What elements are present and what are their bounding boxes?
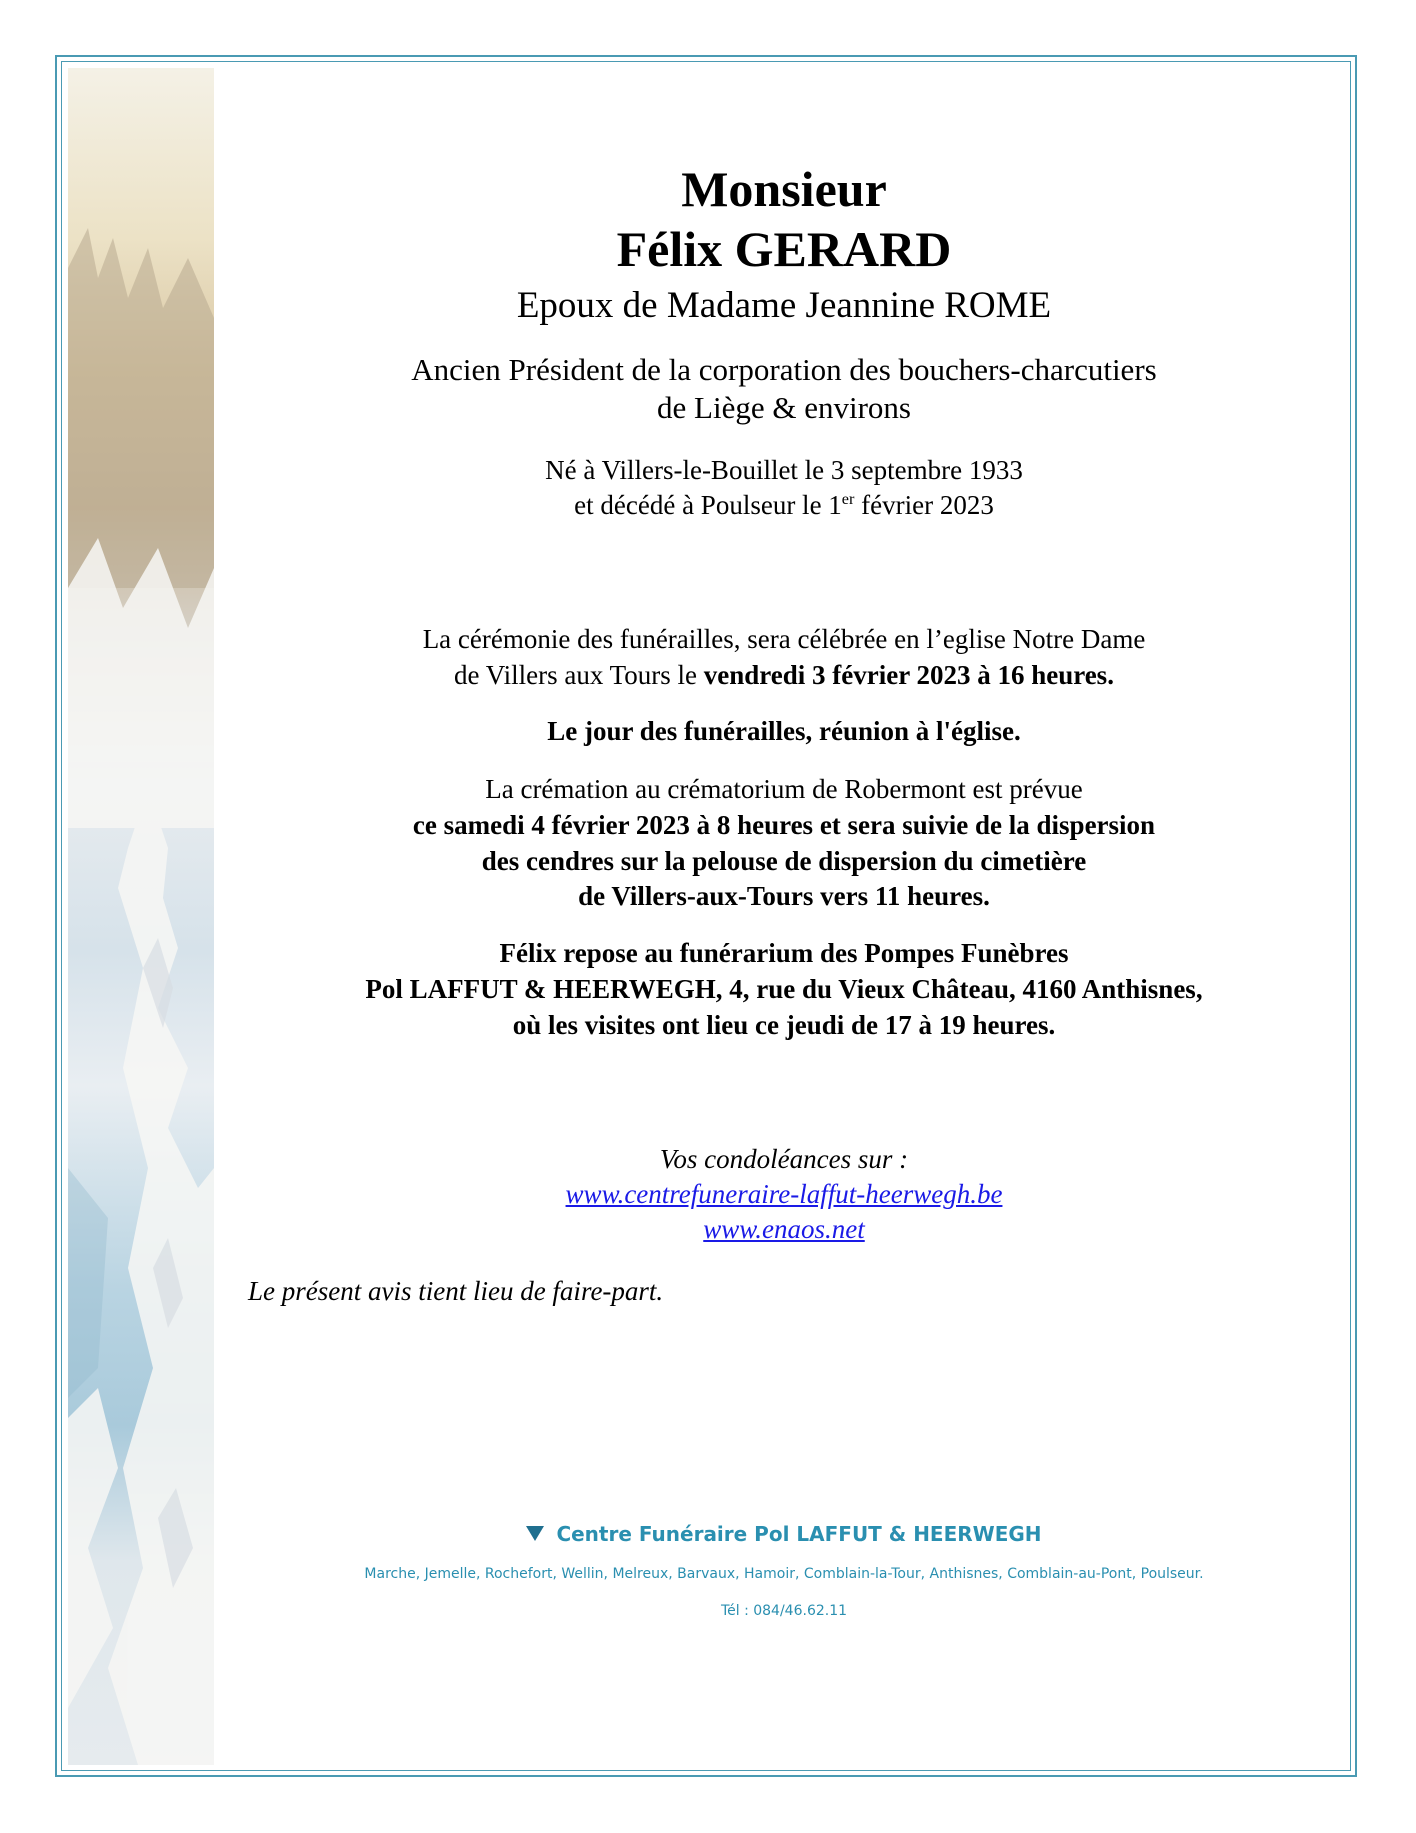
cremation-line-1: La crémation au crématorium de Robermont est prévue (485, 774, 1083, 804)
ceremony-place: de Villers aux Tours le (454, 660, 704, 690)
death-line (214, 490, 1354, 521)
birth-line: Né à Villers-le-Bouillet le 3 septembre 1933 (545, 455, 1023, 485)
snowy-forest-image (68, 68, 214, 1765)
condolences-link-1-row (214, 1179, 1354, 1210)
meeting-line: Le jour des funérailles, réunion à l'église. (547, 716, 1021, 746)
cremation-line-3: des cendres sur la pelouse de dispersion du cimetière (481, 846, 1087, 876)
death-superscript: er (841, 490, 855, 508)
ceremony-line-2 (214, 660, 1354, 691)
condolences-label: Vos condoléances sur : (659, 1144, 909, 1174)
condolences-link-2-row (214, 1214, 1354, 1245)
obituary-content (214, 68, 1354, 1765)
footer-locations: Marche, Jemelle, Rochefort, Wellin, Melreux, Barvaux, Hamoir, Comblain-la-Tour, Anthisnes, Comblain-au-Pont, Poulseur. (364, 1566, 1204, 1582)
death-suffix: février 2023 (854, 490, 994, 520)
role-line-2: de Liège & environs (657, 390, 911, 425)
rest-line-2: Pol LAFFUT & HEERWEGH, 4, rue du Vieux Château, 4160 Anthisnes, (365, 974, 1203, 1004)
condolences-link-1[interactable]: www.centrefuneraire-laffut-heerwegh.be (565, 1179, 1003, 1209)
rest-line-3: où les visites ont lieu ce jeudi de 17 à 19 heures. (512, 1010, 1056, 1040)
spouse-line: Epoux de Madame Jeannine ROME (516, 285, 1052, 326)
role-line-1: Ancien Président de la corporation des bouchers-charcutiers (411, 352, 1157, 387)
ceremony-datetime: vendredi 3 février 2023 à 16 heures. (703, 660, 1114, 690)
notice-note: Le présent avis tient lieu de faire-part. (248, 1276, 664, 1306)
deceased-name: Félix GERARD (616, 221, 952, 277)
footer-phone: Tél : 084/46.62.11 (720, 1603, 848, 1619)
cremation-line-2: ce samedi 4 février 2023 à 8 heures et sera suivie de la dispersion (412, 810, 1156, 840)
title-honorific: Monsieur (681, 161, 887, 217)
snowy-trees-illustration (68, 68, 214, 1765)
ceremony-line-1: La cérémonie des funérailles, sera célébrée en l’eglise Notre Dame (422, 624, 1146, 654)
condolences-link-2[interactable]: www.enaos.net (703, 1214, 865, 1244)
cremation-line-4: de Villers-aux-Tours vers 11 heures. (578, 881, 990, 911)
footer-company (214, 1522, 1354, 1546)
footer-company-name: Centre Funéraire Pol LAFFUT & HEERWEGH (556, 1522, 1042, 1546)
death-prefix: et décédé à Poulseur le 1 (574, 490, 842, 520)
rest-line-1: Félix repose au funérarium des Pompes Funèbres (499, 938, 1069, 968)
triangle-down-icon (526, 1526, 544, 1541)
